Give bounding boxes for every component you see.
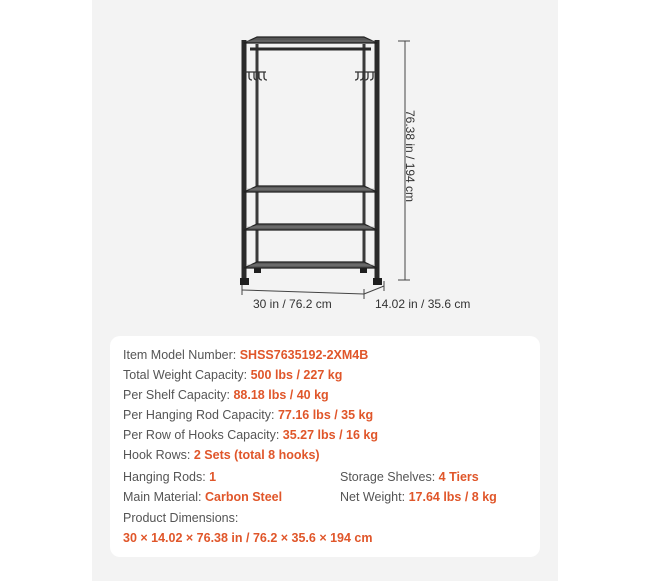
spec-hook-rows: Hook Rows: 2 Sets (total 8 hooks) <box>123 448 320 462</box>
spec-product-dimensions-label: Product Dimensions: <box>123 511 239 525</box>
clothing-rack-illustration <box>92 0 558 330</box>
spec-per-shelf-capacity: Per Shelf Capacity: 88.18 lbs / 40 kg <box>123 388 329 402</box>
specifications-card <box>110 336 540 557</box>
width-label: 30 in / 76.2 cm <box>253 297 332 311</box>
spec-storage-shelves: Storage Shelves: 4 Tiers <box>340 470 479 484</box>
spec-total-weight-capacity: Total Weight Capacity: 500 lbs / 227 kg <box>123 368 343 382</box>
depth-label: 14.02 in / 35.6 cm <box>375 297 471 311</box>
spec-net-weight: Net Weight: 17.64 lbs / 8 kg <box>340 490 497 504</box>
spec-hanging-rods: Hanging Rods: 1 <box>123 470 217 484</box>
height-label: 76.38 in / 194 cm <box>403 110 417 203</box>
spec-main-material: Main Material: Carbon Steel <box>123 490 283 504</box>
spec-model-number: Item Model Number: SHSS7635192-2XM4B <box>123 348 369 362</box>
hook-row-right <box>355 72 377 80</box>
spec-per-hook-row-capacity: Per Row of Hooks Capacity: 35.27 lbs / 16 kg <box>123 428 378 442</box>
spec-per-rod-capacity: Per Hanging Rod Capacity: 77.16 lbs / 35 kg <box>123 408 374 422</box>
spec-product-dimensions-value: 30 × 14.02 × 76.38 in / 76.2 × 35.6 × 194 cm <box>123 531 373 545</box>
